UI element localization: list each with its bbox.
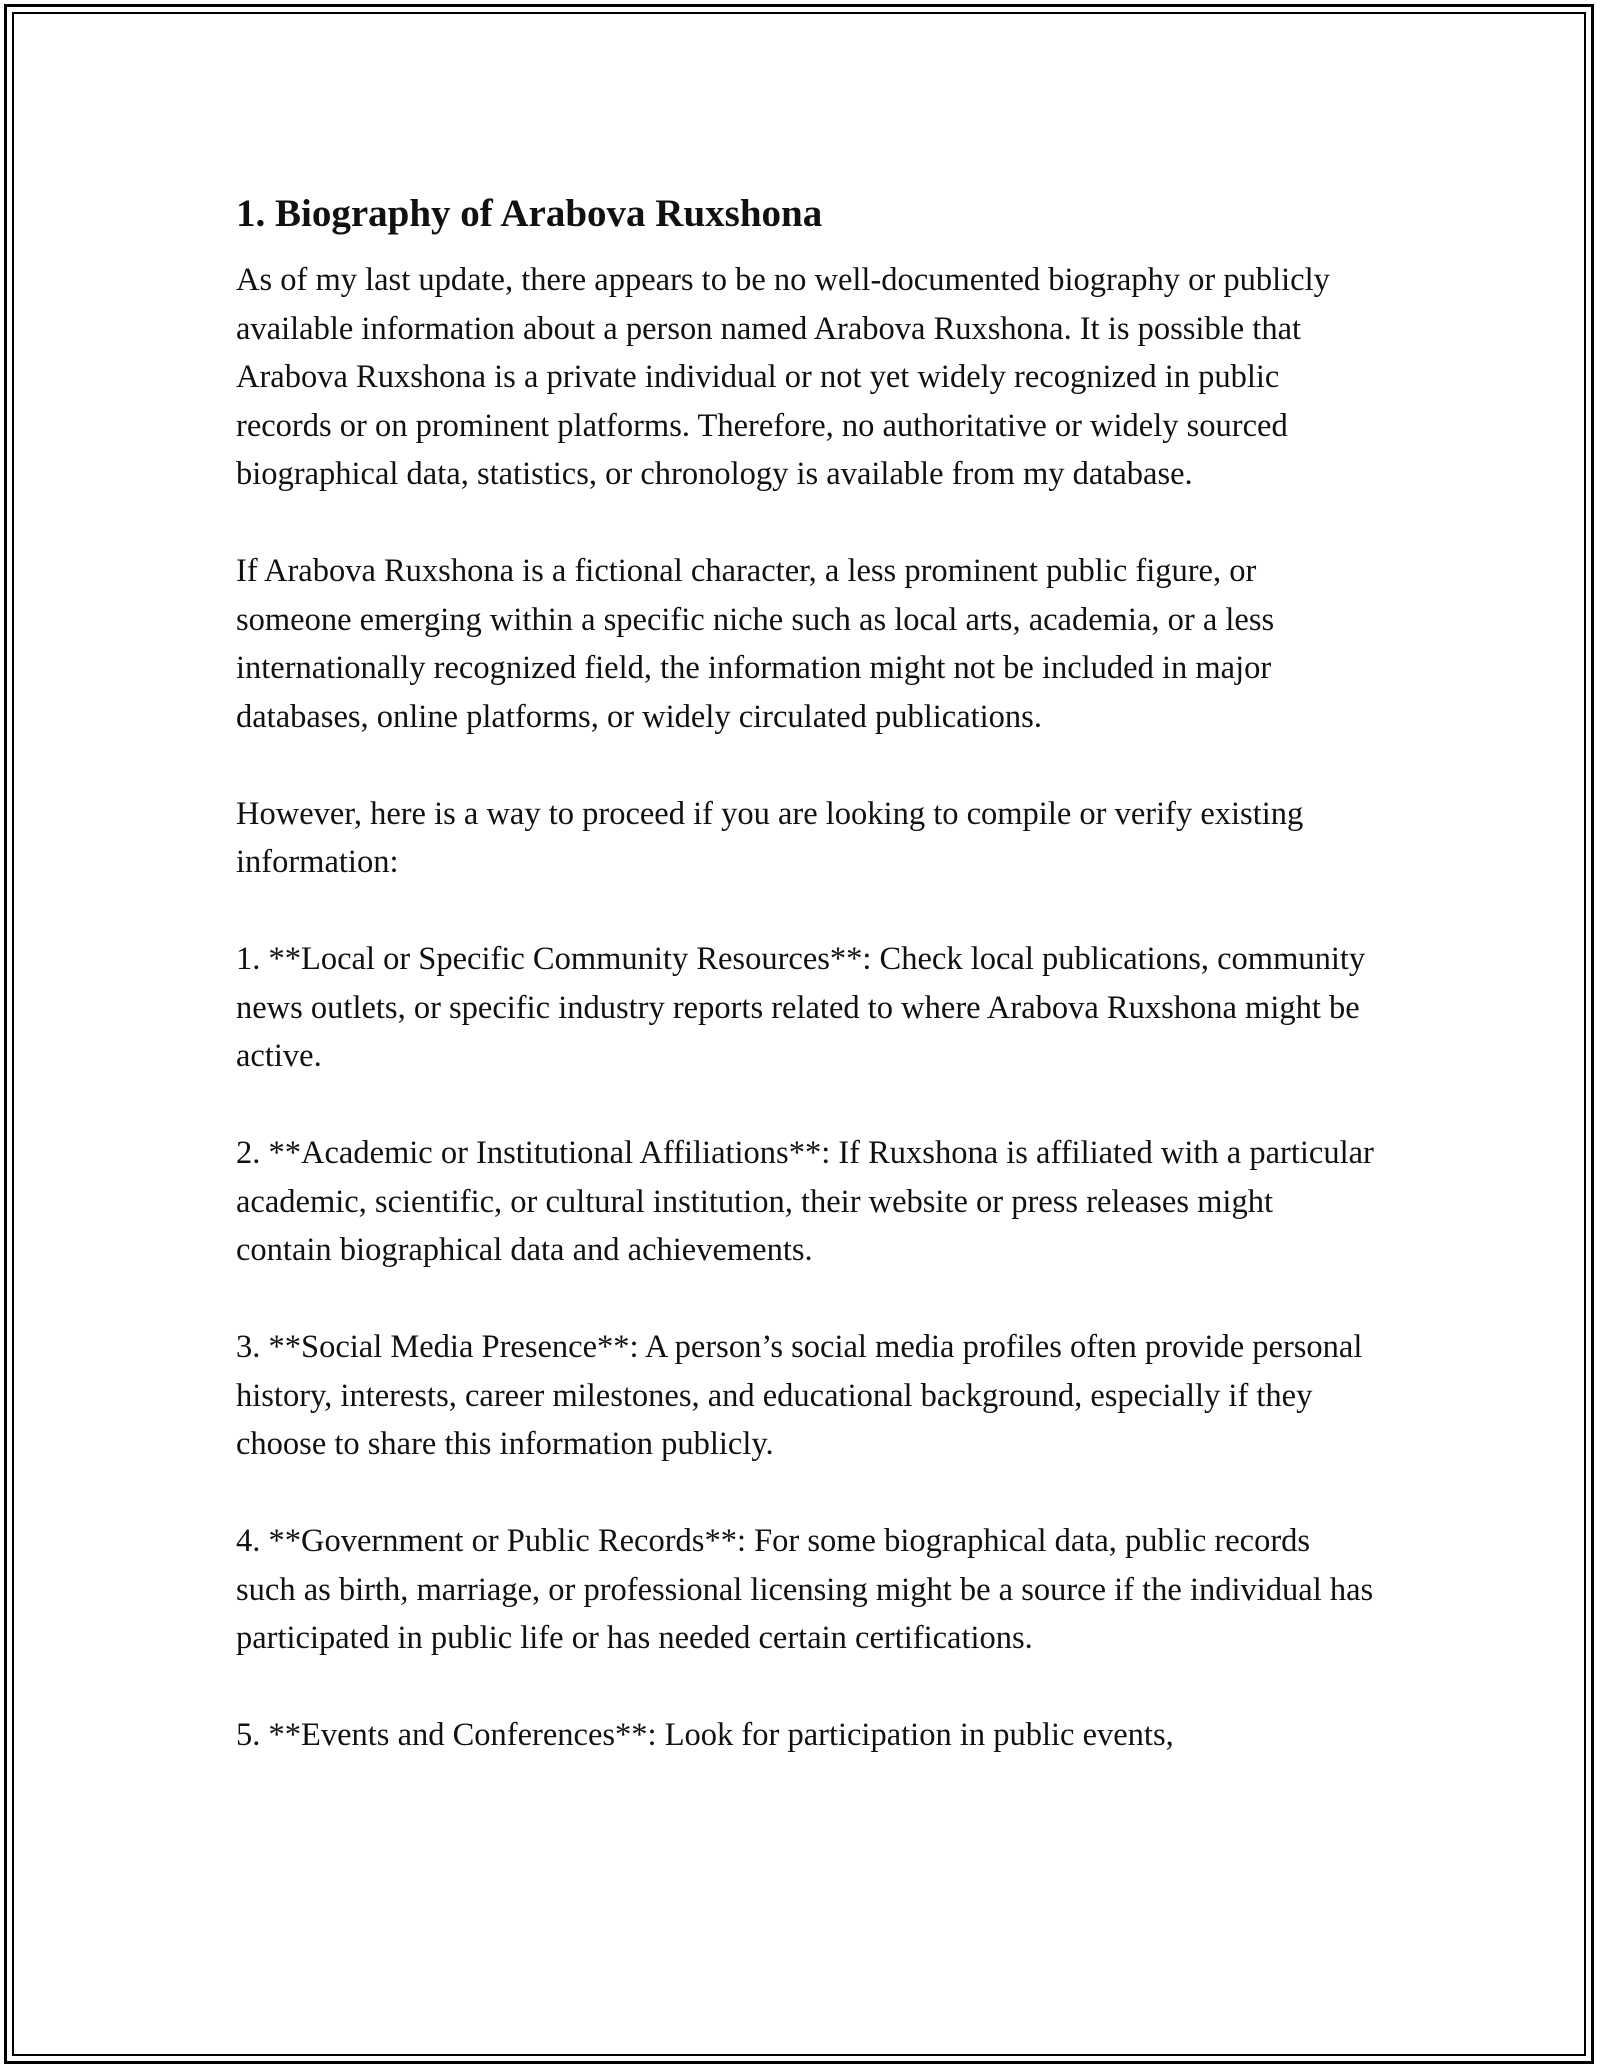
paragraph-fictional-note: If Arabova Ruxshona is a fictional character, a less prominent public figure, or someone emerging within a specific niche such as local arts, academia, or a less internationally recognized field, the information might not be included in major databases, online platforms, or widely circulated publications. (236, 553, 1275, 735)
document-title: 1. Biography of Arabova Ruxshona (236, 192, 823, 235)
document-body (236, 186, 1376, 1760)
list-item-public-records: 4. **Government or Public Records**: For some biographical data, public records such as birth, marriage, or professional licensing might be a source if the individual has participated in public life or has needed certain certifications. (236, 1523, 1374, 1656)
paragraph-how-to-proceed: However, here is a way to proceed if you are looking to compile or verify existing information: (236, 795, 1304, 880)
list-item-social-media: 3. **Social Media Presence**: A person’s social media profiles often provide personal history, interests, career milestones, and educational background, especially if they choose to share this information publicly. (236, 1329, 1363, 1462)
list-item-events-conferences: 5. **Events and Conferences**: Look for participation in public events, (236, 1717, 1174, 1753)
paragraph-intro: As of my last update, there appears to be no well-documented biography or publicly available information about a person named Arabova Ruxshona. It is possible that Arabova Ruxshona is a private individual or not yet widely recognized in public records or on prominent platforms. Therefore, no authoritative or widely sourced biographical data, statistics, or chronology is available from my database. (236, 262, 1330, 492)
list-item-community-resources: 1. **Local or Specific Community Resources**: Check local publications, community news outlets, or specific industry reports related to where Arabova Ruxshona might be active. (236, 941, 1366, 1074)
list-item-academic-affiliations: 2. **Academic or Institutional Affiliations**: If Ruxshona is affiliated with a particular academic, scientific, or cultural institution, their website or press releases might contain biographical data and achievements. (236, 1135, 1374, 1268)
